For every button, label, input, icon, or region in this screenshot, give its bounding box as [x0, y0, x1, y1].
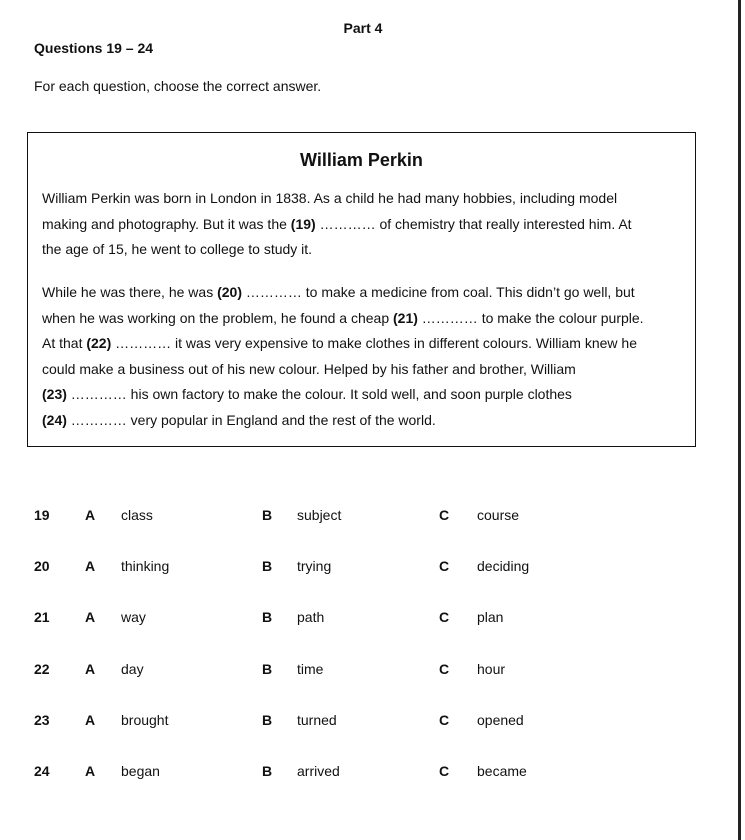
- passage-text: ………… to make a medicine from coal. This didn’t go well, but: [242, 284, 635, 300]
- option-b-letter: B: [262, 661, 273, 677]
- option-c[interactable]: opened: [477, 712, 524, 728]
- option-b-letter: B: [262, 507, 273, 523]
- passage-line: [42, 382, 692, 408]
- passage-line: [42, 357, 692, 383]
- passage-text: could make a business out of his new colour. Helped by his father and brother, William: [42, 360, 576, 377]
- answer-row-22: [0, 661, 700, 681]
- option-c-letter: C: [439, 609, 450, 625]
- option-c-letter: C: [439, 558, 450, 574]
- option-a-letter: A: [85, 558, 96, 574]
- option-b[interactable]: time: [297, 661, 324, 677]
- paragraph-2: [42, 280, 692, 434]
- gap-number: (21): [393, 309, 418, 326]
- part-title: Part 4: [343, 20, 383, 36]
- option-c[interactable]: course: [477, 507, 520, 523]
- option-b-letter: B: [262, 712, 273, 728]
- option-c[interactable]: hour: [477, 661, 506, 677]
- answer-row-19: [0, 507, 700, 527]
- instruction-text: For each question, choose the correct answer.: [34, 78, 322, 94]
- question-number: 22: [34, 661, 50, 677]
- option-b[interactable]: path: [297, 609, 325, 625]
- option-c-letter: C: [439, 507, 450, 523]
- answer-row-20: [0, 558, 700, 578]
- option-a[interactable]: day: [121, 661, 144, 677]
- passage-text: At that: [42, 335, 87, 352]
- question-number: 19: [34, 507, 50, 523]
- question-number: 21: [34, 609, 50, 625]
- passage-line: [42, 306, 692, 332]
- option-a-letter: A: [85, 763, 96, 779]
- option-a[interactable]: way: [121, 609, 146, 625]
- option-b-letter: B: [262, 763, 273, 779]
- page-edge: [738, 0, 741, 840]
- option-a[interactable]: thinking: [121, 558, 170, 574]
- passage-text: William Perkin was born in London in 1838. As a child he had many hobbies, including model: [42, 190, 618, 206]
- option-b[interactable]: turned: [297, 712, 337, 728]
- option-b[interactable]: subject: [297, 507, 342, 523]
- answer-row-24: [0, 763, 700, 783]
- passage-title: William Perkin: [300, 150, 423, 170]
- option-b-letter: B: [262, 558, 273, 574]
- questions-label: Questions 19 – 24: [34, 40, 154, 56]
- option-b[interactable]: arrived: [297, 763, 340, 779]
- option-a[interactable]: brought: [121, 712, 169, 728]
- passage-line: [42, 331, 692, 357]
- option-c[interactable]: plan: [477, 609, 504, 625]
- passage-text: ………… of chemistry that really interested him. At: [315, 215, 632, 232]
- question-number: 23: [34, 712, 50, 728]
- gap-number: (20): [217, 284, 242, 300]
- passage-line: [42, 186, 692, 212]
- option-c[interactable]: deciding: [477, 558, 530, 574]
- passage-text: While he was there, he was: [42, 284, 218, 300]
- option-a-letter: A: [85, 712, 96, 728]
- passage-box: [27, 132, 696, 447]
- option-b[interactable]: trying: [297, 558, 332, 574]
- gap-number: (24): [42, 411, 67, 428]
- passage-line: [42, 408, 692, 434]
- gap-number: (23): [42, 386, 67, 403]
- gap-number: (19): [290, 215, 316, 232]
- paragraph-1: [42, 186, 692, 263]
- question-number: 24: [34, 763, 50, 779]
- passage-text: when he was working on the problem, he found a cheap: [42, 309, 394, 326]
- passage-line: [42, 237, 692, 263]
- option-a[interactable]: began: [121, 763, 160, 779]
- passage-text: the age of 15, he went to college to study it.: [42, 241, 313, 258]
- passage-text: ………… his own factory to make the colour. It sold well, and soon purple clothes: [66, 386, 572, 403]
- option-c-letter: C: [439, 661, 450, 677]
- passage-text: making and photography. But it was the: [42, 215, 291, 232]
- option-c[interactable]: became: [477, 763, 527, 779]
- question-number: 20: [34, 558, 50, 574]
- option-b-letter: B: [262, 609, 273, 625]
- option-a-letter: A: [85, 661, 96, 677]
- option-c-letter: C: [439, 763, 450, 779]
- passage-text: ………… it was very expensive to make clothes in different colours. William knew he: [111, 335, 637, 352]
- passage-text: ………… very popular in England and the rest of the world.: [66, 411, 436, 428]
- answer-row-21: [0, 609, 700, 629]
- passage-line: [42, 280, 692, 306]
- option-c-letter: C: [439, 712, 450, 728]
- passage-text: ………… to make the colour purple.: [417, 309, 644, 326]
- option-a-letter: A: [85, 507, 96, 523]
- answer-row-23: [0, 712, 700, 732]
- option-a-letter: A: [85, 609, 96, 625]
- gap-number: (22): [86, 335, 112, 352]
- option-a[interactable]: class: [121, 507, 153, 523]
- passage-line: [42, 212, 692, 238]
